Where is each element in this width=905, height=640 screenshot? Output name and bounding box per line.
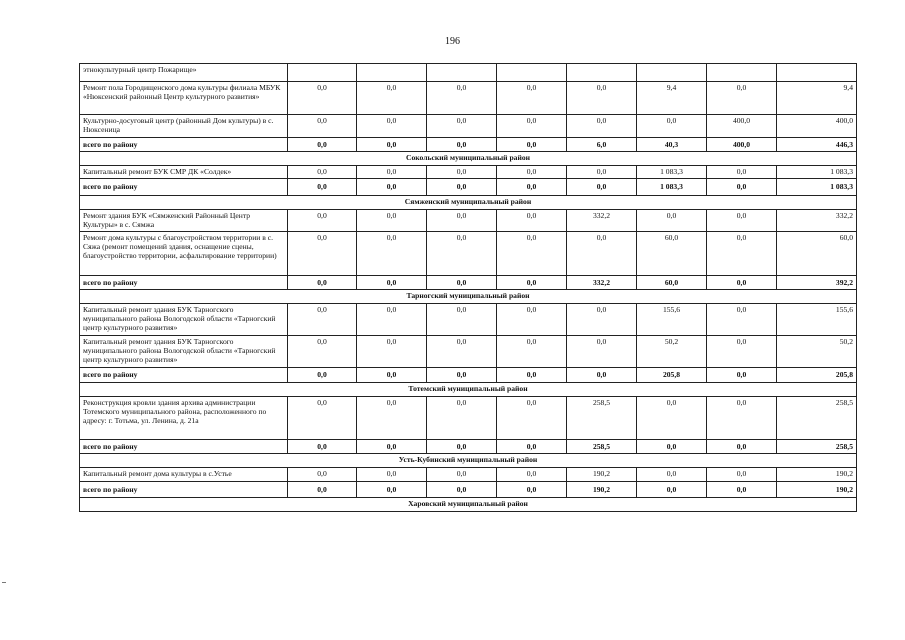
value-cell: 0,0 — [707, 82, 777, 115]
value-cell: 0,0 — [637, 210, 707, 232]
value-cell: 0,0 — [497, 166, 567, 179]
table-row — [80, 64, 857, 82]
value-cell: 0,0 — [497, 482, 567, 498]
value-cell: 50,2 — [637, 336, 707, 368]
value-cell — [288, 64, 357, 82]
value-cell: 0,0 — [707, 179, 777, 196]
table-row — [80, 82, 857, 115]
value-cell: 0,0 — [707, 368, 777, 383]
value-cell: 0,0 — [497, 368, 567, 383]
value-cell: 60,0 — [777, 232, 857, 276]
table-body — [80, 64, 857, 512]
district-header-row — [80, 152, 857, 166]
district-total-row — [80, 482, 857, 498]
value-cell: 0,0 — [497, 336, 567, 368]
value-cell: 0,0 — [497, 210, 567, 232]
object-name: Культурно-досуговый центр (районный Дом культуры) в с. Нюксеница — [80, 115, 288, 138]
value-cell: 0,0 — [427, 115, 497, 138]
value-cell: 0,0 — [567, 304, 637, 336]
value-cell: 205,8 — [637, 368, 707, 383]
value-cell: 0,0 — [427, 232, 497, 276]
district-total-row — [80, 368, 857, 383]
value-cell: 0,0 — [637, 482, 707, 498]
value-cell: 0,0 — [707, 440, 777, 454]
district-total-row — [80, 179, 857, 196]
page-number: 196 — [445, 36, 460, 47]
value-cell: 0,0 — [497, 138, 567, 152]
district-header-row — [80, 383, 857, 397]
value-cell: 155,6 — [777, 304, 857, 336]
value-cell: 9,4 — [637, 82, 707, 115]
value-cell: 0,0 — [288, 179, 357, 196]
district-header-row — [80, 454, 857, 468]
value-cell: 0,0 — [288, 368, 357, 383]
value-cell: 0,0 — [427, 397, 497, 440]
value-cell — [497, 64, 567, 82]
value-cell: 0,0 — [497, 179, 567, 196]
value-cell: 0,0 — [288, 468, 357, 482]
value-cell: 190,2 — [777, 482, 857, 498]
value-cell: 446,3 — [777, 138, 857, 152]
value-cell: 0,0 — [357, 138, 427, 152]
value-cell: 0,0 — [427, 210, 497, 232]
table-row — [80, 468, 857, 482]
value-cell: 0,0 — [427, 138, 497, 152]
value-cell: 0,0 — [427, 179, 497, 196]
value-cell: 9,4 — [777, 82, 857, 115]
value-cell: 0,0 — [357, 166, 427, 179]
object-name: Ремонт пола Городищенского дома культуры филиала МБУК «Нюксенский районный Центр культурного развития» — [80, 82, 288, 115]
district-header-row — [80, 290, 857, 304]
total-label: всего по району — [80, 368, 288, 383]
value-cell: 0,0 — [707, 397, 777, 440]
value-cell: 0,0 — [288, 482, 357, 498]
value-cell: 1 083,3 — [637, 179, 707, 196]
value-cell: 1 083,3 — [777, 166, 857, 179]
total-label: всего по району — [80, 276, 288, 290]
value-cell: 190,2 — [567, 482, 637, 498]
value-cell: 0,0 — [707, 232, 777, 276]
scan-edge-mark — [2, 582, 6, 583]
value-cell: 0,0 — [288, 115, 357, 138]
value-cell: 1 083,3 — [777, 179, 857, 196]
value-cell: 400,0 — [777, 115, 857, 138]
value-cell: 0,0 — [497, 440, 567, 454]
value-cell: 0,0 — [357, 397, 427, 440]
table-row — [80, 115, 857, 138]
value-cell: 0,0 — [707, 468, 777, 482]
value-cell: 0,0 — [357, 304, 427, 336]
value-cell: 0,0 — [567, 166, 637, 179]
value-cell: 258,5 — [567, 397, 637, 440]
value-cell: 0,0 — [427, 336, 497, 368]
value-cell: 0,0 — [357, 440, 427, 454]
object-name: Ремонт дома культуры с благоустройством территории в с. Сяжа (ремонт помещений здания, оснащение сцены, благоустройство территории, асфальтирование территории) — [80, 232, 288, 276]
value-cell: 0,0 — [497, 304, 567, 336]
district-name: Сямженский муниципальный район — [80, 196, 857, 210]
value-cell: 0,0 — [567, 82, 637, 115]
district-total-row — [80, 138, 857, 152]
value-cell: 0,0 — [707, 276, 777, 290]
table-row — [80, 304, 857, 336]
value-cell: 0,0 — [427, 368, 497, 383]
district-header-row — [80, 498, 857, 512]
value-cell: 0,0 — [497, 115, 567, 138]
value-cell: 0,0 — [427, 482, 497, 498]
district-name: Усть-Кубинский муниципальный район — [80, 454, 857, 468]
district-total-row — [80, 276, 857, 290]
value-cell — [777, 64, 857, 82]
value-cell: 258,5 — [777, 397, 857, 440]
value-cell: 0,0 — [567, 336, 637, 368]
value-cell: 0,0 — [707, 166, 777, 179]
object-name: Капитальный ремонт здания БУК Тарногского муниципального района Вологодской области «Тарногский центр культурного развития» — [80, 304, 288, 336]
value-cell: 0,0 — [427, 468, 497, 482]
value-cell: 0,0 — [637, 397, 707, 440]
value-cell: 1 083,3 — [637, 166, 707, 179]
value-cell: 0,0 — [288, 440, 357, 454]
value-cell: 0,0 — [567, 368, 637, 383]
object-name: Ремонт здания БУК «Сямженский Районный Центр Культуры» в с. Сямжа — [80, 210, 288, 232]
object-name: Реконструкция кровли здания архива администрации Тотемского муниципального района, расположенного по адресу: г. Тотьма, ул. Ленина, д. 21а — [80, 397, 288, 440]
table-row — [80, 232, 857, 276]
total-label: всего по району — [80, 482, 288, 498]
value-cell: 205,8 — [777, 368, 857, 383]
value-cell: 0,0 — [707, 210, 777, 232]
value-cell: 0,0 — [427, 276, 497, 290]
value-cell — [707, 64, 777, 82]
value-cell: 0,0 — [497, 82, 567, 115]
value-cell: 0,0 — [288, 82, 357, 115]
value-cell: 0,0 — [357, 82, 427, 115]
value-cell: 0,0 — [288, 138, 357, 152]
value-cell: 0,0 — [357, 232, 427, 276]
value-cell: 0,0 — [288, 304, 357, 336]
value-cell: 0,0 — [637, 115, 707, 138]
value-cell: 0,0 — [637, 440, 707, 454]
district-header-row — [80, 196, 857, 210]
value-cell: 50,2 — [777, 336, 857, 368]
value-cell: 0,0 — [427, 82, 497, 115]
value-cell: 0,0 — [497, 276, 567, 290]
total-label: всего по району — [80, 179, 288, 196]
object-name: Капитальный ремонт дома культуры в с.Устье — [80, 468, 288, 482]
district-name: Тарногский муниципальный район — [80, 290, 857, 304]
value-cell: 0,0 — [707, 336, 777, 368]
value-cell: 0,0 — [637, 468, 707, 482]
value-cell: 0,0 — [288, 166, 357, 179]
value-cell: 0,0 — [357, 210, 427, 232]
value-cell: 0,0 — [357, 115, 427, 138]
value-cell: 0,0 — [567, 179, 637, 196]
table-row — [80, 210, 857, 232]
value-cell: 0,0 — [497, 397, 567, 440]
value-cell: 60,0 — [637, 232, 707, 276]
value-cell: 0,0 — [707, 482, 777, 498]
table-row — [80, 166, 857, 179]
value-cell: 0,0 — [357, 336, 427, 368]
district-name: Харовский муниципальный район — [80, 498, 857, 512]
value-cell: 0,0 — [427, 166, 497, 179]
value-cell: 0,0 — [288, 210, 357, 232]
value-cell: 0,0 — [357, 276, 427, 290]
value-cell: 332,2 — [777, 210, 857, 232]
value-cell: 400,0 — [707, 115, 777, 138]
value-cell: 6,0 — [567, 138, 637, 152]
object-name: этнокультурный центр Пожарище» — [80, 64, 288, 82]
value-cell: 0,0 — [288, 276, 357, 290]
value-cell: 400,0 — [707, 138, 777, 152]
table-row — [80, 336, 857, 368]
value-cell: 0,0 — [357, 482, 427, 498]
value-cell: 190,2 — [777, 468, 857, 482]
district-name: Сокольский муниципальный район — [80, 152, 857, 166]
value-cell: 0,0 — [567, 232, 637, 276]
value-cell: 258,5 — [567, 440, 637, 454]
value-cell — [357, 64, 427, 82]
value-cell: 0,0 — [427, 440, 497, 454]
total-label: всего по району — [80, 138, 288, 152]
value-cell: 0,0 — [497, 468, 567, 482]
value-cell: 332,2 — [567, 276, 637, 290]
value-cell: 332,2 — [567, 210, 637, 232]
value-cell: 0,0 — [357, 179, 427, 196]
value-cell: 0,0 — [288, 397, 357, 440]
value-cell: 155,6 — [637, 304, 707, 336]
value-cell: 40,3 — [637, 138, 707, 152]
value-cell: 0,0 — [707, 304, 777, 336]
table-row — [80, 397, 857, 440]
funding-table — [79, 63, 857, 512]
value-cell: 0,0 — [288, 336, 357, 368]
value-cell: 0,0 — [357, 368, 427, 383]
value-cell: 190,2 — [567, 468, 637, 482]
value-cell — [427, 64, 497, 82]
value-cell: 392,2 — [777, 276, 857, 290]
district-name: Тотемский муниципальный район — [80, 383, 857, 397]
value-cell: 60,0 — [637, 276, 707, 290]
value-cell — [567, 64, 637, 82]
value-cell: 258,5 — [777, 440, 857, 454]
value-cell: 0,0 — [427, 304, 497, 336]
object-name: Капитальный ремонт здания БУК Тарногского муниципального района Вологодской области «Тарногский центр культурного развития» — [80, 336, 288, 368]
value-cell: 0,0 — [497, 232, 567, 276]
value-cell: 0,0 — [288, 232, 357, 276]
object-name: Капитальный ремонт БУК СМР ДК «Солдек» — [80, 166, 288, 179]
value-cell: 0,0 — [567, 115, 637, 138]
value-cell — [637, 64, 707, 82]
total-label: всего по району — [80, 440, 288, 454]
value-cell: 0,0 — [357, 468, 427, 482]
district-total-row — [80, 440, 857, 454]
